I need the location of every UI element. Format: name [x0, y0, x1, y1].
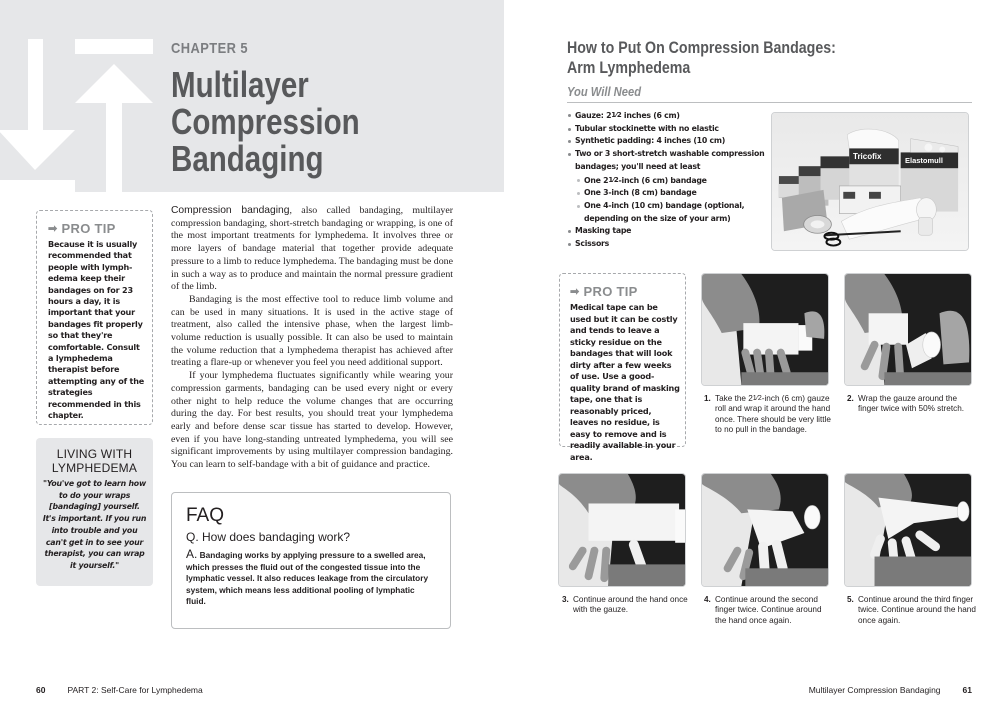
list-subitem: One 4-inch (10 cm) bandage (optional, depending on the size of your arm)	[567, 200, 767, 225]
arrow-right-icon: ➡	[48, 223, 58, 235]
chapter-title: Multilayer Compression Bandaging	[171, 64, 360, 179]
step-2-photo	[844, 273, 972, 386]
step-3-photo	[558, 473, 686, 587]
step-text: Continue around the hand once with the gauze.	[573, 595, 688, 615]
living-with-title: LIVING WITH LYMPHEDEMA	[51, 447, 138, 475]
list-item: Gauze: 21⁄2 inches (6 cm)	[567, 109, 767, 123]
folio-right	[809, 685, 972, 695]
you-will-need-heading: You Will Need	[567, 84, 642, 99]
pro-tip-heading	[570, 284, 680, 299]
body-text	[171, 205, 453, 472]
chapter-banner	[0, 0, 504, 192]
step-text: Take the 21⁄2-inch (6 cm) gauze roll and wrap it around the hand once. There should be very little to no pull in the bandage.	[715, 394, 831, 434]
folio-left	[36, 685, 203, 695]
pro-tip-text: Medical tape can be used but it can be costly and tends to leave a sticky residue on the bandages that will look dirty after a few weeks of use. Use a good-quality brand of masking tape, one that is reasonably priced, leaves no residue, is easy to remove and is readily available in your area.	[570, 302, 680, 462]
paragraph-1	[171, 205, 453, 294]
divider	[567, 102, 972, 103]
supplies-photo	[771, 112, 969, 251]
chapter-label: CHAPTER 5	[171, 40, 248, 57]
lead-in: Compression bandaging	[171, 205, 290, 216]
list-item: Two or 3 short-stretch washable compression bandages; you'll need at least	[567, 148, 767, 173]
pro-tip-sidebar	[36, 210, 153, 425]
step-caption	[562, 595, 692, 616]
supplies-list	[567, 109, 767, 251]
pro-tip-title: PRO TIP	[61, 221, 116, 236]
faq-answer	[186, 549, 436, 608]
arrow-right-icon: ➡	[570, 286, 580, 298]
faq-question: Q. How does bandaging work?	[186, 530, 351, 544]
step-number: 3.	[562, 595, 569, 604]
step-caption	[704, 394, 834, 435]
step-number: 5.	[847, 595, 854, 604]
list-item: Tubular stockinette with no elastic	[567, 123, 767, 136]
pro-tip-sidebar-right	[559, 273, 686, 462]
step-number: 1.	[704, 394, 711, 403]
list-subitem: One 21⁄2-inch (6 cm) bandage	[567, 174, 767, 188]
step-text: Continue around the third finger twice. Continue around the hand once again.	[858, 595, 976, 625]
paragraph-2: Bandaging is the most effective tool to reduce limb volume and can be used in many situations. It is used in the active stage of treatment, also called the intensive phase, when the largest limb-volume reduction is usually possible. It can also be used to maintain the volume reduction that a lymphedema therapist has achieved after treating a flare-up or whenever you feel you need additional support.	[171, 293, 453, 369]
list-item: Scissors	[567, 238, 767, 251]
page-number-left: 60	[36, 685, 46, 695]
pro-tip-title: PRO TIP	[583, 284, 638, 299]
section-title: How to Put On Compression Bandages: Arm Lymphedema	[567, 39, 836, 77]
faq-title: FAQ	[186, 505, 225, 526]
step-caption	[847, 394, 977, 415]
answer-mark: A.	[186, 547, 198, 561]
running-head-right: Multilayer Compression Bandaging	[808, 685, 941, 695]
step-caption	[847, 595, 977, 626]
list-item: Synthetic padding: 4 inches (10 cm)	[567, 135, 767, 148]
pro-tip-heading	[48, 221, 146, 236]
paragraph-1-text: , also called bandaging, multilayer compression bandaging, short-stretch bandaging or wrapping, is one of the most important treatments for lymphedema. It involves three or more layers of bandage material that together provide adequate pressure to a limb to reduce lymphedema. The bandaging must be done in such a way as to produce and maintain the normal pressure gradient of the limb.	[171, 205, 454, 293]
box-label: Elastomull	[905, 156, 943, 165]
list-subitem: One 3-inch (8 cm) bandage	[567, 187, 767, 200]
step-1-photo	[701, 273, 829, 386]
step-caption	[704, 595, 834, 626]
step-4-photo	[701, 473, 829, 587]
step-text: Wrap the gauze around the finger twice with 50% stretch.	[858, 394, 965, 414]
list-item: Masking tape	[567, 225, 767, 238]
step-5-photo	[844, 473, 972, 587]
pro-tip-text: Because it is usually recommended that people with lymph-edema keep their bandages on for 23 hours a day, it is important that your bandages fit properly so that they're comfortable. Consult a lymphedema therapist before attempting any of the strategies recommended in this chapter.	[48, 239, 145, 421]
paragraph-3: If your lymphedema fluctuates significantly while wearing your compression garments, bandaging can be used every night or every other night to help reduce the volume changes that are occurring during the day. For best results, you should treat your lymphedema early and before dense scar tissue has started to develop. However, even if you have long-standing untreated lymphedema, you will see significant improvements by using multilayer compression bandaging. You can learn to self-bandage with a bit of guidance and practice.	[171, 370, 453, 471]
running-head-left: PART 2: Self-Care for Lymphedema	[67, 685, 203, 695]
step-text: Continue around the second finger twice. Continue around the hand once again.	[715, 595, 822, 625]
box-label: Tricofix	[853, 152, 882, 161]
step-number: 2.	[847, 394, 854, 403]
page-number-right: 61	[962, 685, 972, 695]
arrows-graphic-icon	[0, 0, 160, 192]
patient-quote: "You've got to learn how to do your wraps [bandaging] yourself. It's important. If you run into trouble and you can't get in to see your therapist, you can wrap it yourself."	[42, 479, 147, 570]
step-number: 4.	[704, 595, 711, 604]
faq-box	[171, 492, 451, 629]
living-with-lymphedema-box	[36, 438, 153, 586]
faq-answer-text: Bandaging works by applying pressure to a swelled area, which presses the fluid out of the congested tissue into the lymphatic vessel. It also reduces leakage from the circulatory system, which means less additional pooling of lymphatic fluid.	[186, 550, 429, 607]
